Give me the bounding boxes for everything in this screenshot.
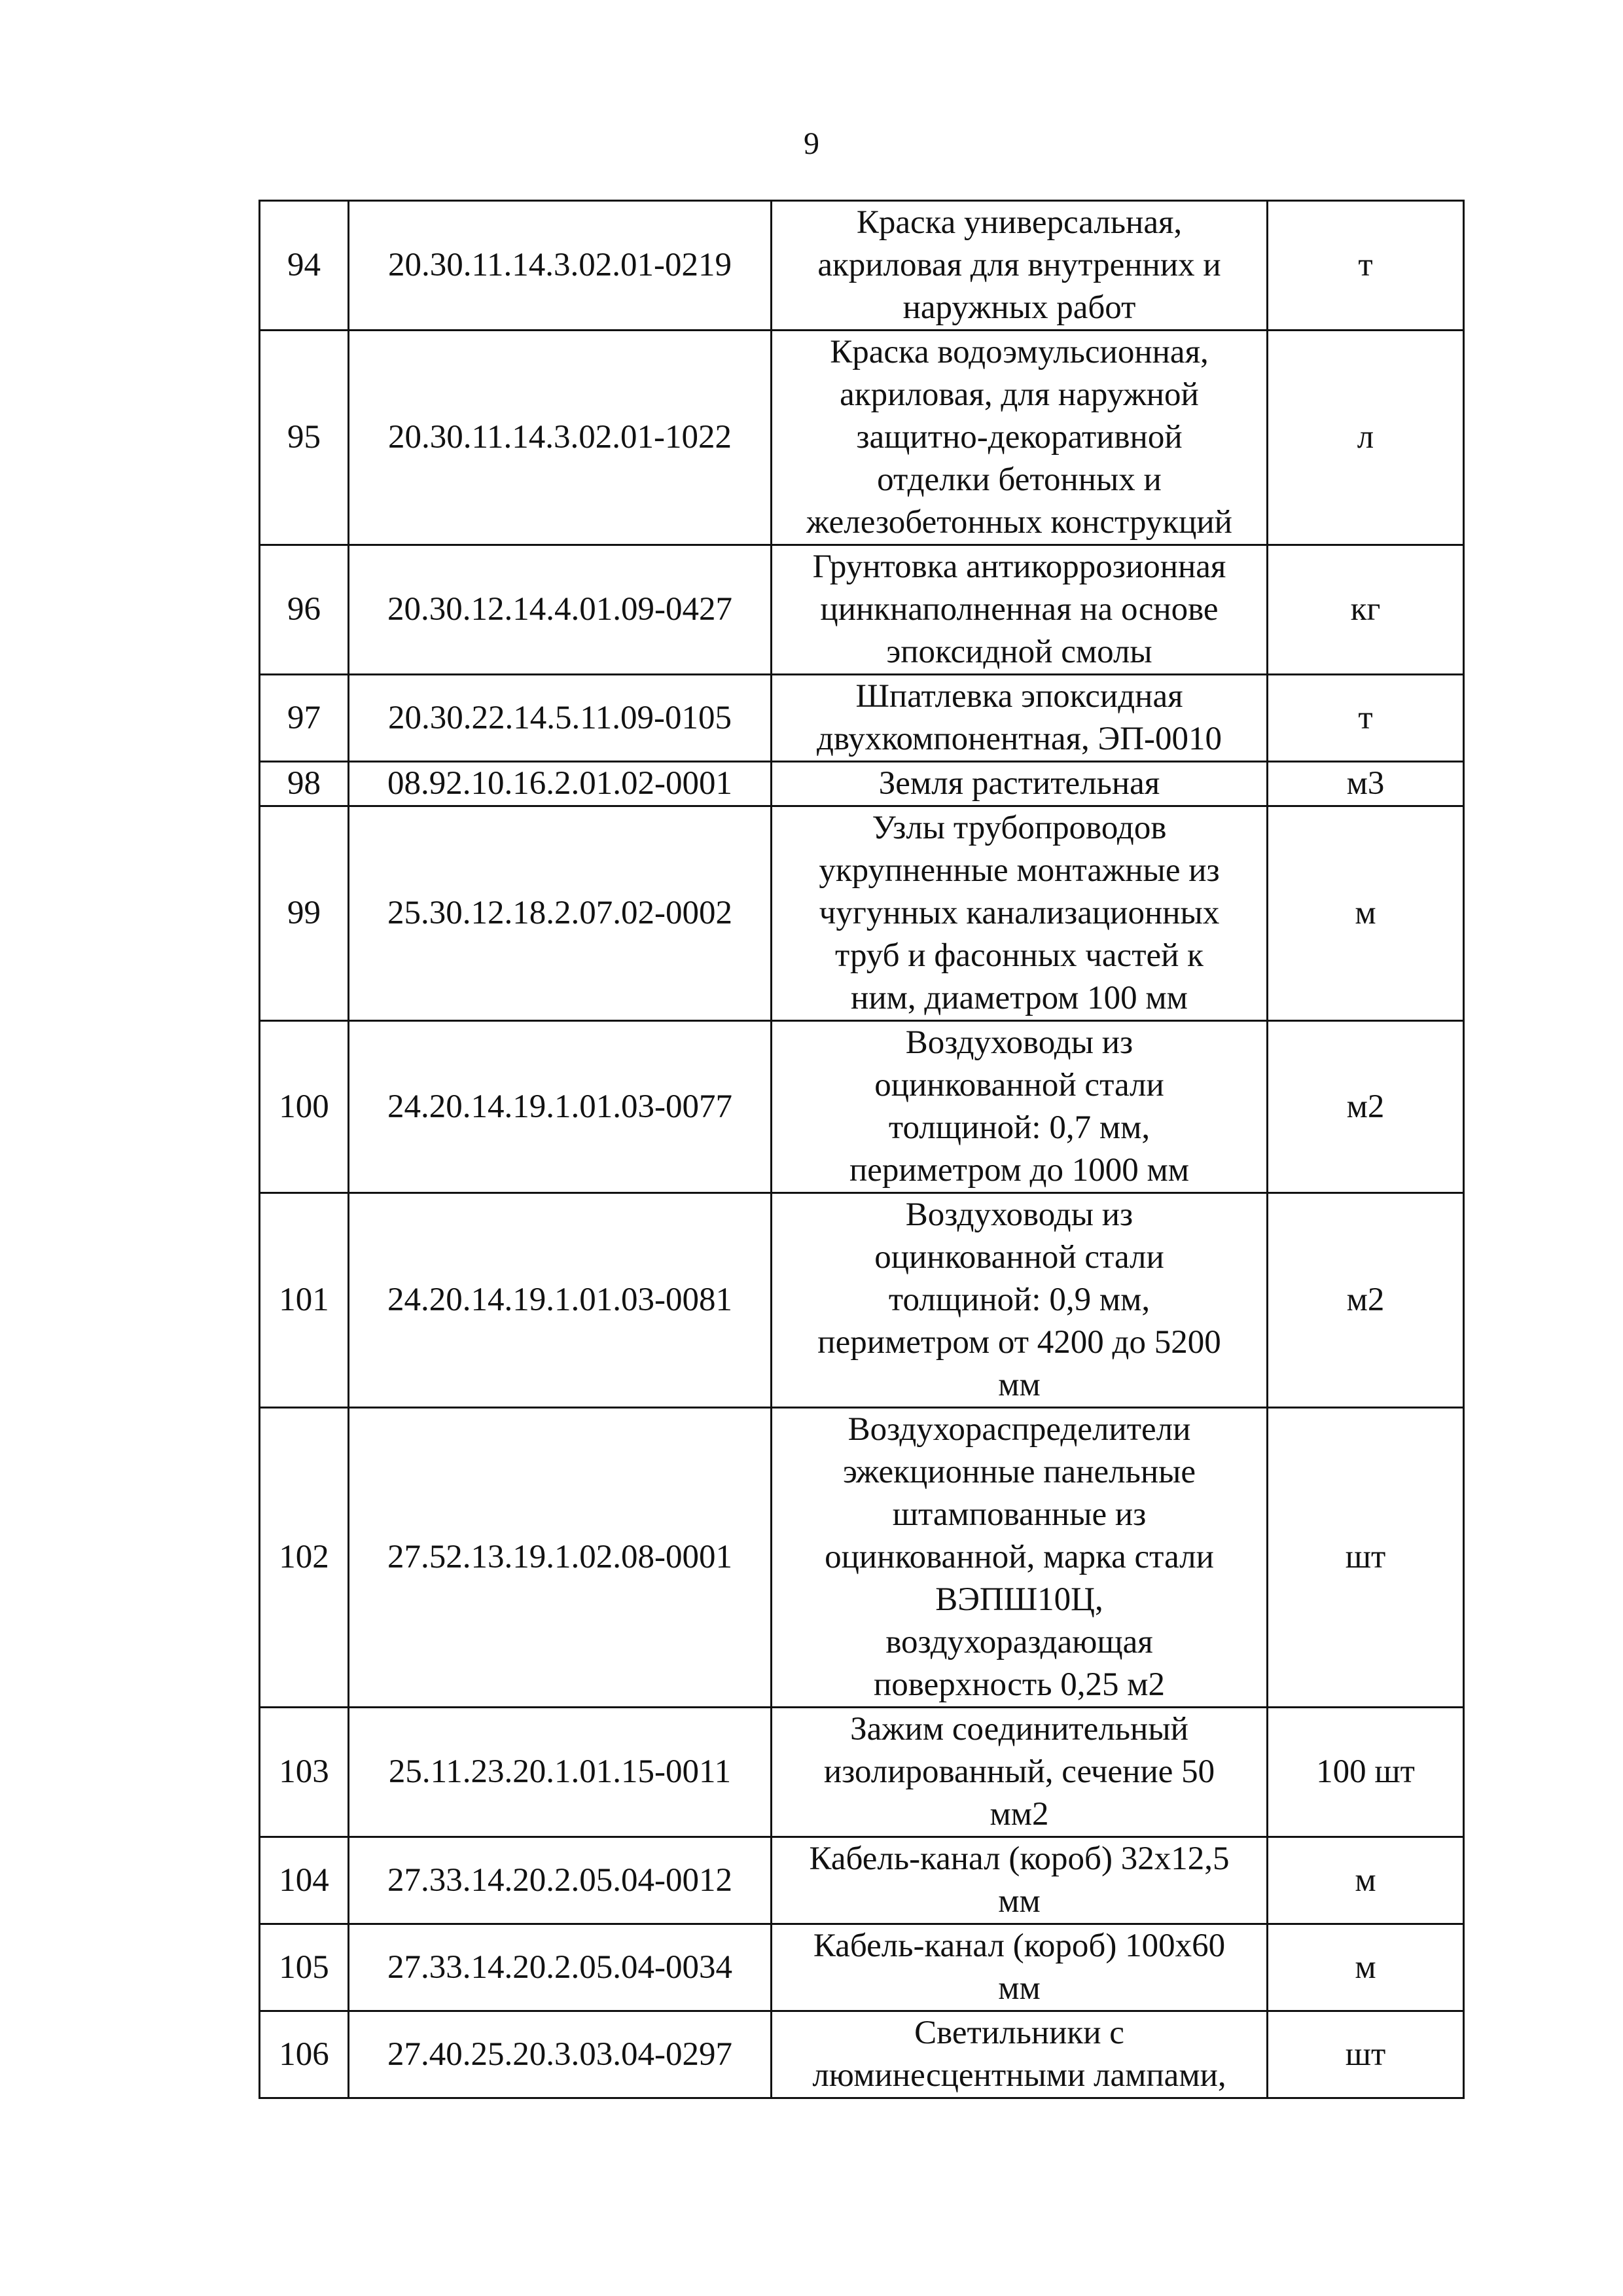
resource-name-line: периметром от 4200 до 5200 [817, 1324, 1221, 1361]
row-number-cell: 100 [260, 1021, 349, 1193]
table-row [260, 545, 1464, 675]
resource-code-cell: 25.30.12.18.2.07.02-0002 [349, 806, 772, 1021]
resource-code-cell: 27.52.13.19.1.02.08-0001 [349, 1408, 772, 1708]
row-number-cell: 99 [260, 806, 349, 1021]
resource-name-line: Шпатлевка эпоксидная [855, 678, 1183, 715]
row-number-cell: 95 [260, 331, 349, 545]
resource-name-cell [772, 1924, 1268, 2011]
resource-name-cell [772, 675, 1268, 762]
table-row [260, 762, 1464, 806]
resource-name-line: мм2 [990, 1796, 1049, 1833]
resource-name-line: ним, диаметром 100 мм [851, 980, 1188, 1016]
resource-name-cell [772, 1408, 1268, 1708]
unit-cell: т [1268, 675, 1464, 762]
resource-name-line: мм [998, 1883, 1041, 1920]
table-row [260, 2011, 1464, 2098]
resource-code-cell: 08.92.10.16.2.01.02-0001 [349, 762, 772, 806]
table-body [260, 201, 1464, 2098]
resource-name-line: Грунтовка антикоррозионная [812, 548, 1226, 585]
table-row [260, 1021, 1464, 1193]
table-row [260, 806, 1464, 1021]
resource-name-cell [772, 331, 1268, 545]
resource-name-line: изолированный, сечение 50 [823, 1753, 1215, 1790]
row-number-cell: 101 [260, 1193, 349, 1408]
table-row [260, 201, 1464, 331]
resource-name-line: Земля растительная [878, 765, 1160, 802]
resource-code-cell: 27.33.14.20.2.05.04-0012 [349, 1837, 772, 1924]
resource-name-line: поверхность 0,25 м2 [874, 1666, 1165, 1703]
resource-name-line: воздухораздающая [885, 1624, 1153, 1660]
resource-name-cell [772, 201, 1268, 331]
resource-name-line: толщиной: 0,7 мм, [888, 1109, 1150, 1146]
unit-cell: м [1268, 806, 1464, 1021]
row-number-cell: 106 [260, 2011, 349, 2098]
resource-name-line: периметром до 1000 мм [849, 1152, 1190, 1189]
unit-cell: м [1268, 1837, 1464, 1924]
resource-code-cell: 24.20.14.19.1.01.03-0077 [349, 1021, 772, 1193]
unit-cell: шт [1268, 2011, 1464, 2098]
unit-cell: м [1268, 1924, 1464, 2011]
resource-name-line: акриловая для внутренних и [817, 247, 1221, 283]
resource-name-cell [772, 1837, 1268, 1924]
row-number-cell: 103 [260, 1708, 349, 1837]
materials-table [259, 200, 1465, 2099]
resource-name-line: железобетонных конструкций [806, 504, 1232, 541]
resource-name-line: Узлы трубопроводов [872, 810, 1167, 846]
resource-name-line: Светильники с [914, 2015, 1124, 2051]
resource-code-cell: 25.11.23.20.1.01.15-0011 [349, 1708, 772, 1837]
resource-name-cell [772, 545, 1268, 675]
resource-name-line: Зажим соединительный [850, 1711, 1188, 1748]
resource-name-line: Воздуховоды из [905, 1024, 1133, 1061]
resource-name-line: Воздуховоды из [905, 1196, 1133, 1233]
table-row [260, 1924, 1464, 2011]
resource-name-cell [772, 1708, 1268, 1837]
row-number-cell: 94 [260, 201, 349, 331]
table-row [260, 1708, 1464, 1837]
resource-name-line: оцинкованной, марка стали [825, 1539, 1214, 1575]
resource-name-line: чугунных канализационных [819, 895, 1220, 931]
resource-name-line: ВЭПШ10Ц, [935, 1581, 1103, 1618]
resource-name-line: эпоксидной смолы [886, 634, 1152, 670]
unit-cell: шт [1268, 1408, 1464, 1708]
resource-name-cell [772, 806, 1268, 1021]
page-number: 9 [804, 126, 819, 161]
resource-name-cell [772, 1021, 1268, 1193]
resource-code-cell: 24.20.14.19.1.01.03-0081 [349, 1193, 772, 1408]
table-row [260, 1408, 1464, 1708]
resource-code-cell: 20.30.11.14.3.02.01-0219 [349, 201, 772, 331]
resource-name-line: Кабель-канал (короб) 100х60 [813, 1928, 1226, 1964]
row-number-cell: 105 [260, 1924, 349, 2011]
row-number-cell: 102 [260, 1408, 349, 1708]
unit-cell: 100 шт [1268, 1708, 1464, 1837]
unit-cell: м2 [1268, 1021, 1464, 1193]
resource-name-line: защитно-декоративной [856, 419, 1183, 456]
unit-cell: м3 [1268, 762, 1464, 806]
row-number-cell: 104 [260, 1837, 349, 1924]
resource-code-cell: 20.30.12.14.4.01.09-0427 [349, 545, 772, 675]
resource-name-cell [772, 2011, 1268, 2098]
resource-name-line: акриловая, для наружной [840, 376, 1199, 413]
resource-code-cell: 20.30.11.14.3.02.01-1022 [349, 331, 772, 545]
resource-name-line: Кабель-канал (короб) 32х12,5 [809, 1840, 1230, 1877]
resource-code-cell: 27.40.25.20.3.03.04-0297 [349, 2011, 772, 2098]
table-row [260, 331, 1464, 545]
resource-name-cell [772, 762, 1268, 806]
resource-code-cell: 27.33.14.20.2.05.04-0034 [349, 1924, 772, 2011]
unit-cell: т [1268, 201, 1464, 331]
table-row [260, 1193, 1464, 1408]
resource-name-line: отделки бетонных и [877, 461, 1162, 498]
resource-name-line: оцинкованной стали [874, 1067, 1164, 1103]
resource-name-line: оцинкованной стали [874, 1239, 1164, 1276]
unit-cell: м2 [1268, 1193, 1464, 1408]
row-number-cell: 97 [260, 675, 349, 762]
resource-name-line: двухкомпонентная, ЭП-0010 [817, 721, 1222, 757]
resource-name-line: Краска водоэмульсионная, [830, 334, 1209, 370]
table-row [260, 1837, 1464, 1924]
resource-name-line: цинкнаполненная на основе [820, 591, 1219, 628]
unit-cell: кг [1268, 545, 1464, 675]
resource-name-cell [772, 1193, 1268, 1408]
resource-name-line: укрупненные монтажные из [819, 852, 1220, 889]
resource-name-line: Воздухораспределители [847, 1411, 1191, 1448]
resource-code-cell: 20.30.22.14.5.11.09-0105 [349, 675, 772, 762]
resource-name-line: наружных работ [902, 289, 1136, 326]
row-number-cell: 98 [260, 762, 349, 806]
resource-name-line: люминесцентными лампами, [812, 2057, 1226, 2094]
resource-name-line: мм [998, 1970, 1041, 2007]
resource-name-line: толщиной: 0,9 мм, [888, 1282, 1150, 1318]
resource-name-line: мм [998, 1367, 1041, 1403]
resource-name-line: Краска универсальная, [856, 204, 1183, 241]
table-row [260, 675, 1464, 762]
resource-name-line: штампованные из [892, 1496, 1147, 1533]
unit-cell: л [1268, 331, 1464, 545]
resource-name-line: труб и фасонных частей к [835, 937, 1204, 974]
resource-name-line: эжекционные панельные [842, 1454, 1196, 1490]
row-number-cell: 96 [260, 545, 349, 675]
